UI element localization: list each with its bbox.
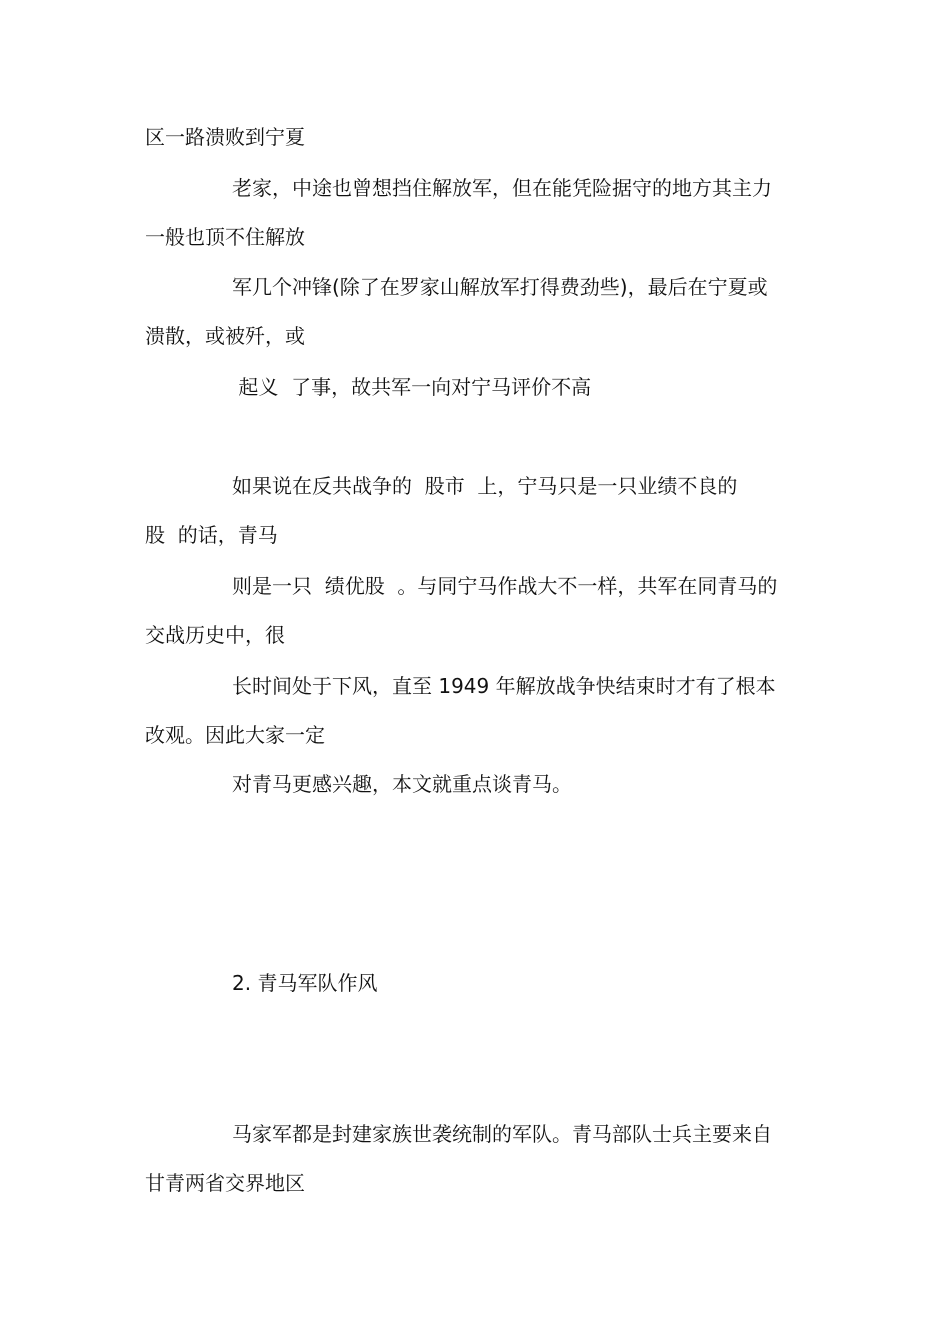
text-line: 军几个冲锋(除了在罗家山解放军打得费劲些)，最后在宁夏或 — [232, 275, 768, 299]
text-line: 溃散，或被歼，或 — [145, 324, 305, 348]
text-line: 一般也顶不住解放 — [145, 225, 305, 249]
text-line: 对青马更感兴趣，本文就重点谈青马。 — [232, 772, 572, 796]
text-line: 区一路溃败到宁夏 — [145, 125, 305, 149]
section-heading: 2. 青马军队作风 — [232, 971, 378, 995]
text-line: 老家，中途也曾想挡住解放军，但在能凭险据守的地方其主力 — [232, 176, 772, 200]
text-line: 股 的话，青马 — [145, 523, 278, 547]
text-line: 如果说在反共战争的 股市 上，宁马只是一只业绩不良的 — [232, 474, 738, 498]
text-line: 甘青两省交界地区 — [145, 1171, 305, 1195]
text-line: 长时间处于下风，直至 1949 年解放战争快结束时才有了根本 — [232, 674, 776, 698]
text-line: 交战历史中，很 — [145, 623, 285, 647]
text-line: 起义 了事，故共军一向对宁马评价不高 — [232, 375, 592, 399]
text-line: 马家军都是封建家族世袭统制的军队。青马部队士兵主要来自 — [232, 1122, 772, 1146]
text-line: 改观。因此大家一定 — [145, 723, 325, 747]
text-line: 则是一只 绩优股 。与同宁马作战大不一样，共军在同青马的 — [232, 574, 778, 598]
